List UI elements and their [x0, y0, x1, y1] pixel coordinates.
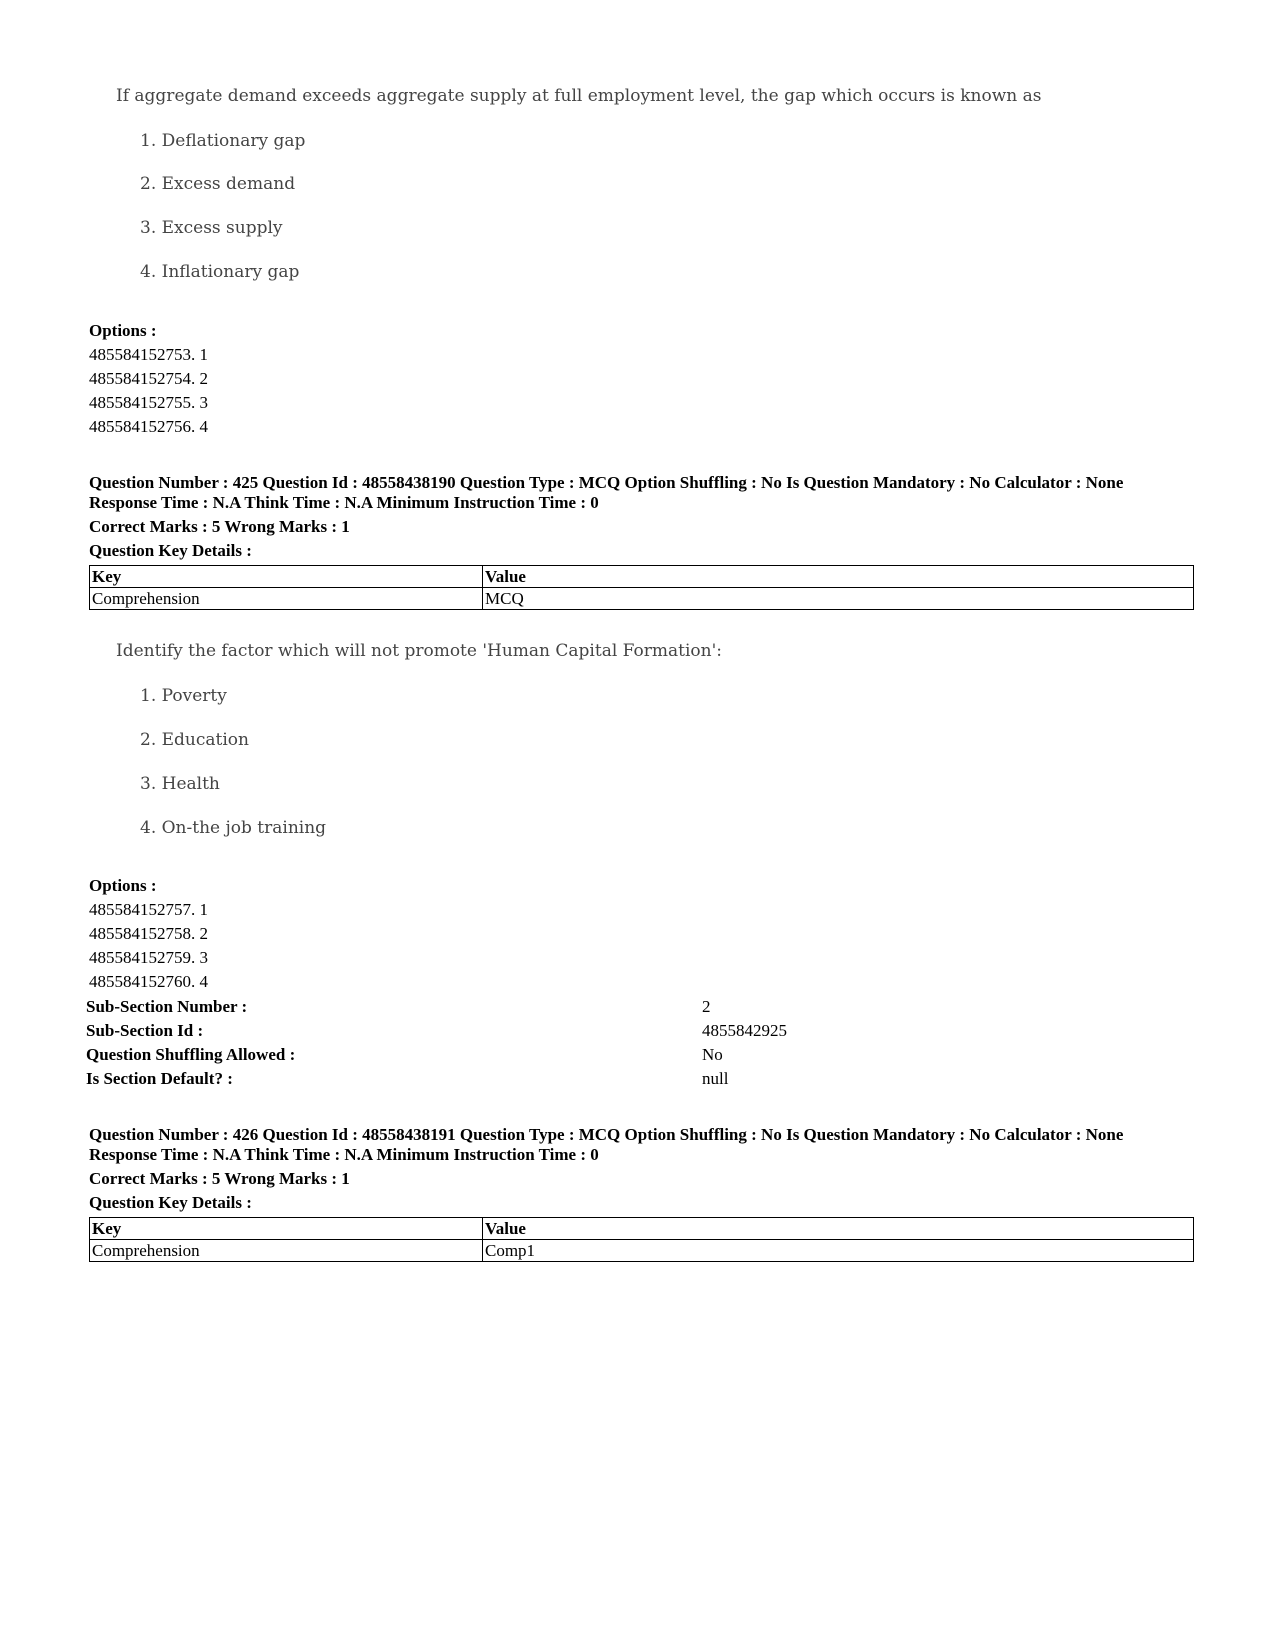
choice-item: 2. Excess demand [140, 174, 296, 194]
subsection-number-label: Sub-Section Number : [86, 997, 248, 1016]
question-shuffling-value: No [702, 1045, 723, 1064]
choice-item: 2. Education [140, 730, 249, 750]
option-id: 485584152758. 2 [89, 924, 208, 943]
option-id: 485584152754. 2 [89, 369, 208, 388]
table-row [90, 588, 1194, 610]
question-meta-line: Question Number : 425 Question Id : 48558438190 Question Type : MCQ Option Shuffling : No Is Question Mandatory : No Calculator : None [89, 473, 1124, 492]
option-id: 485584152753. 1 [89, 345, 208, 364]
choice-item: 3. Health [140, 774, 220, 794]
question-stem: If aggregate demand exceeds aggregate supply at full employment level, the gap which occurs is known as [116, 86, 1042, 106]
question-shuffling-label: Question Shuffling Allowed : [86, 1045, 296, 1064]
option-id: 485584152755. 3 [89, 393, 208, 412]
option-id: 485584152757. 1 [89, 900, 208, 919]
subsection-number-value: 2 [702, 997, 711, 1016]
subsection-id-value: 4855842925 [702, 1021, 787, 1040]
section-default-label: Is Section Default? : [86, 1069, 233, 1088]
options-label: Options : [89, 876, 157, 895]
choice-item: 3. Excess supply [140, 218, 283, 238]
key-details-table [89, 565, 1194, 610]
table-header-row [90, 1218, 1194, 1240]
section-default-value: null [702, 1069, 729, 1088]
choice-item: 1. Poverty [140, 686, 227, 706]
table-header-row [90, 566, 1194, 588]
key-details-table [89, 1217, 1194, 1262]
question-meta-line: Question Number : 426 Question Id : 48558438191 Question Type : MCQ Option Shuffling : No Is Question Mandatory : No Calculator : None [89, 1125, 1124, 1144]
marks-line: Correct Marks : 5 Wrong Marks : 1 [89, 517, 350, 536]
option-id: 485584152756. 4 [89, 417, 208, 436]
table-row [90, 1240, 1194, 1262]
question-meta-line: Response Time : N.A Think Time : N.A Minimum Instruction Time : 0 [89, 493, 599, 512]
table-cell: MCQ [483, 588, 1194, 610]
table-header-cell: Key [90, 566, 483, 588]
question-stem: Identify the factor which will not promote 'Human Capital Formation': [116, 641, 723, 661]
choice-item: 4. On-the job training [140, 818, 327, 838]
table-header-cell: Value [483, 1218, 1194, 1240]
table-header-cell: Key [90, 1218, 483, 1240]
choice-item: 1. Deflationary gap [140, 131, 306, 151]
marks-line: Correct Marks : 5 Wrong Marks : 1 [89, 1169, 350, 1188]
question-meta-line: Response Time : N.A Think Time : N.A Minimum Instruction Time : 0 [89, 1145, 599, 1164]
table-cell: Comprehension [90, 1240, 483, 1262]
table-cell: Comprehension [90, 588, 483, 610]
options-label: Options : [89, 321, 157, 340]
table-header-cell: Value [483, 566, 1194, 588]
option-id: 485584152760. 4 [89, 972, 208, 991]
choice-item: 4. Inflationary gap [140, 262, 300, 282]
key-details-label: Question Key Details : [89, 541, 252, 560]
table-cell: Comp1 [483, 1240, 1194, 1262]
subsection-id-label: Sub-Section Id : [86, 1021, 204, 1040]
key-details-label: Question Key Details : [89, 1193, 252, 1212]
option-id: 485584152759. 3 [89, 948, 208, 967]
